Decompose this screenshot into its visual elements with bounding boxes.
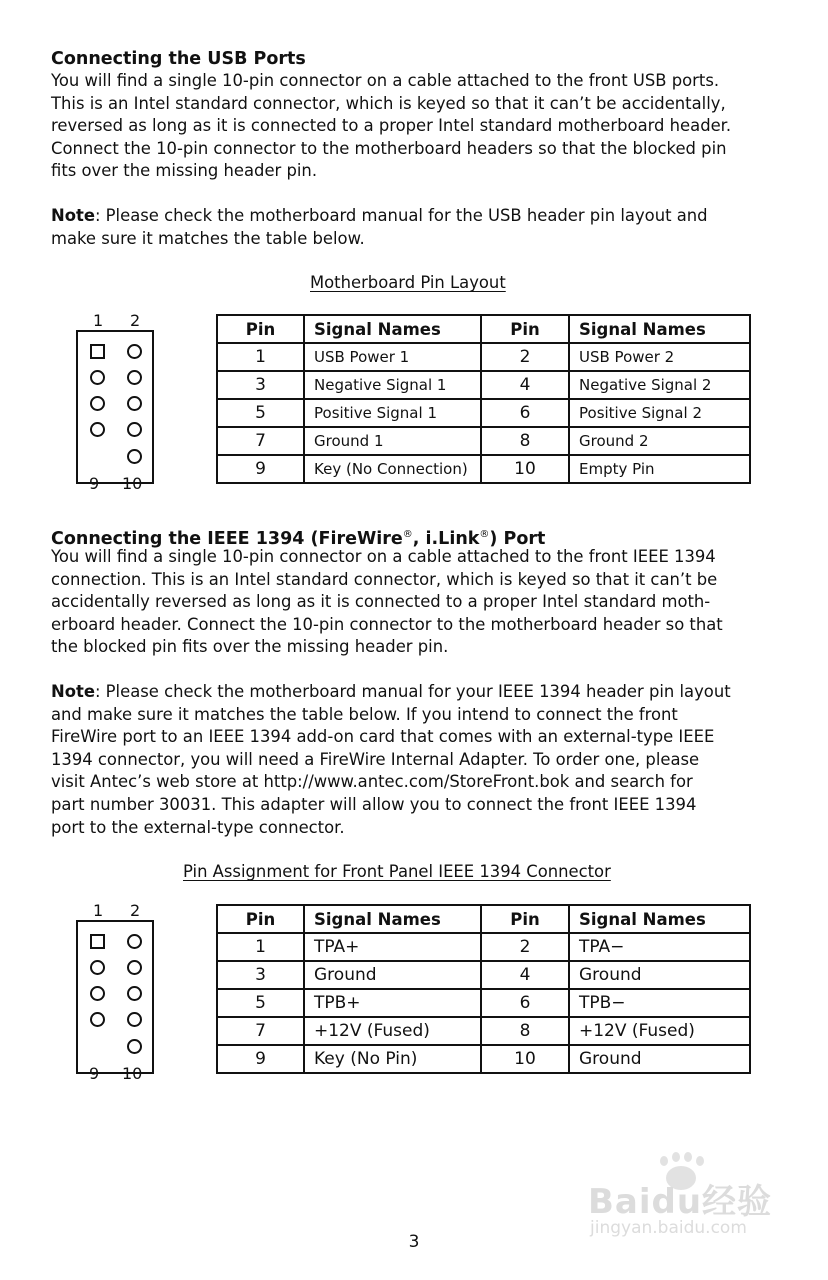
table-row <box>217 1017 750 1045</box>
firewire-paragraph-line: You will find a single 10-pin connector on a cable attached to the front IEEE 1394 <box>51 547 716 566</box>
firewire-note-text: : Please check the motherboard manual for your IEEE 1394 header pin layout <box>94 682 731 701</box>
pin-circle <box>127 1039 142 1054</box>
pin-circle <box>127 934 142 949</box>
table-row <box>217 455 750 483</box>
pin-number: 4 <box>481 961 569 989</box>
pin-number: 6 <box>481 989 569 1017</box>
pin-number: 3 <box>217 371 304 399</box>
usb-pin-table <box>216 314 751 484</box>
pin-number: 4 <box>481 371 569 399</box>
signal-name: TPA+ <box>304 933 481 961</box>
pin-circle <box>90 1012 105 1027</box>
pin-label: 9 <box>89 474 100 493</box>
usb-paragraph <box>51 70 791 183</box>
firewire-paragraph-line: accidentally reversed as long as it is connected to a proper Intel standard moth- <box>51 592 711 612</box>
pin-label: 10 <box>122 474 143 493</box>
signal-name: TPA− <box>569 933 750 961</box>
signal-name: TPB+ <box>304 989 481 1017</box>
signal-name: Negative Signal 1 <box>304 371 481 399</box>
column-header: Signal Names <box>569 905 750 933</box>
column-header: Signal Names <box>304 905 481 933</box>
usb-paragraph-line: You will find a single 10-pin connector on a cable attached to the front USB ports. <box>51 71 720 90</box>
pin-number: 2 <box>481 933 569 961</box>
firewire-paragraph-line: connection. This is an Intel standard connector, which is keyed so that it can’t be <box>51 569 718 589</box>
firewire-note-text: FireWire port to an IEEE 1394 add-on card that comes with an external-type IEEE <box>51 727 715 747</box>
blocked-pin-square <box>90 934 105 949</box>
signal-name: Key (No Pin) <box>304 1045 481 1073</box>
firewire-note <box>51 681 791 839</box>
column-header: Pin <box>481 315 569 343</box>
firewire-note-text: 1394 connector, you will need a FireWire Internal Adapter. To order one, please <box>51 749 700 769</box>
pin-circle <box>127 422 142 437</box>
column-header: Pin <box>217 315 304 343</box>
pin-number: 1 <box>217 343 304 371</box>
signal-name: USB Power 1 <box>304 343 481 371</box>
column-header: Signal Names <box>304 315 481 343</box>
pin-circle <box>90 960 105 975</box>
pin-circle <box>127 960 142 975</box>
firewire-note-text: visit Antec’s web store at http://www.antec.com/StoreFront.bok and search for <box>51 772 693 792</box>
pin-circle <box>127 449 142 464</box>
column-header: Signal Names <box>569 315 750 343</box>
pin-number: 6 <box>481 399 569 427</box>
signal-name: Key (No Connection) <box>304 455 481 483</box>
usb-pin-diagram <box>51 312 171 502</box>
usb-note-text: make sure it matches the table below. <box>51 228 365 248</box>
pin-number: 7 <box>217 1017 304 1045</box>
watermark-logo: Baidu经验 <box>588 1182 773 1222</box>
signal-name: Positive Signal 1 <box>304 399 481 427</box>
table-row <box>217 371 750 399</box>
pin-number: 7 <box>217 427 304 455</box>
usb-paragraph-line: reversed as long as it is connected to a proper Intel standard motherboard header. <box>51 116 732 136</box>
pin-number: 2 <box>481 343 569 371</box>
paw-toe-icon <box>696 1156 704 1166</box>
firewire-heading: Connecting the IEEE 1394 (FireWire®, i.Link®) Port <box>51 528 546 549</box>
signal-name: +12V (Fused) <box>304 1017 481 1045</box>
pin-number: 10 <box>481 455 569 483</box>
firewire-paragraph <box>51 546 791 659</box>
usb-table-caption: Motherboard Pin Layout <box>310 273 506 292</box>
header-outline <box>76 920 154 1074</box>
pin-number: 10 <box>481 1045 569 1073</box>
pin-number: 8 <box>481 427 569 455</box>
usb-note <box>51 205 791 250</box>
signal-name: +12V (Fused) <box>569 1017 750 1045</box>
pin-label: 2 <box>130 311 141 330</box>
usb-note-text: : Please check the motherboard manual for the USB header pin layout and <box>94 206 708 225</box>
signal-name: Ground <box>569 1045 750 1073</box>
table-row <box>217 961 750 989</box>
page-number: 3 <box>408 1232 420 1252</box>
usb-heading: Connecting the USB Ports <box>51 49 306 69</box>
firewire-paragraph-line: the blocked pin fits over the missing header pin. <box>51 637 449 657</box>
paw-toe-icon <box>684 1152 692 1162</box>
pin-number: 9 <box>217 1045 304 1073</box>
pin-number: 1 <box>217 933 304 961</box>
signal-name: Ground 1 <box>304 427 481 455</box>
signal-name: Ground 2 <box>569 427 750 455</box>
firewire-note-text: and make sure it matches the table below. If you intend to connect the front <box>51 704 678 724</box>
usb-paragraph-line: This is an Intel standard connector, which is keyed so that it can’t be accidentally, <box>51 93 726 113</box>
signal-name: Ground <box>569 961 750 989</box>
signal-name: Negative Signal 2 <box>569 371 750 399</box>
signal-name: Empty Pin <box>569 455 750 483</box>
header-outline <box>76 330 154 484</box>
pin-circle <box>90 396 105 411</box>
table-row <box>217 933 750 961</box>
table-row <box>217 989 750 1017</box>
pin-label: 9 <box>89 1064 100 1083</box>
signal-name: Ground <box>304 961 481 989</box>
pin-number: 3 <box>217 961 304 989</box>
watermark-url: jingyan.baidu.com <box>590 1218 747 1238</box>
pin-circle <box>127 1012 142 1027</box>
pin-label: 1 <box>93 311 104 330</box>
table-row <box>217 427 750 455</box>
column-header: Pin <box>217 905 304 933</box>
table-header-row <box>217 315 750 343</box>
firewire-note-text: part number 30031. This adapter will allow you to connect the front IEEE 1394 <box>51 794 697 814</box>
pin-circle <box>127 986 142 1001</box>
pin-number: 9 <box>217 455 304 483</box>
pin-label: 10 <box>122 1064 143 1083</box>
usb-paragraph-line: fits over the missing header pin. <box>51 161 318 181</box>
table-row <box>217 399 750 427</box>
pin-label: 2 <box>130 901 141 920</box>
firewire-pin-diagram <box>51 902 171 1092</box>
table-header-row <box>217 905 750 933</box>
pin-number: 5 <box>217 989 304 1017</box>
column-header: Pin <box>481 905 569 933</box>
blocked-pin-square <box>90 344 105 359</box>
paw-toe-icon <box>672 1152 680 1162</box>
firewire-paragraph-line: erboard header. Connect the 10-pin connector to the motherboard header so that <box>51 614 723 634</box>
pin-circle <box>127 344 142 359</box>
table-row <box>217 343 750 371</box>
signal-name: Positive Signal 2 <box>569 399 750 427</box>
pin-circle <box>90 422 105 437</box>
table-row <box>217 1045 750 1073</box>
pin-circle <box>90 986 105 1001</box>
pin-number: 5 <box>217 399 304 427</box>
pin-circle <box>127 370 142 385</box>
signal-name: USB Power 2 <box>569 343 750 371</box>
pin-circle <box>127 396 142 411</box>
signal-name: TPB− <box>569 989 750 1017</box>
firewire-note-text: port to the external-type connector. <box>51 817 345 837</box>
pin-circle <box>90 370 105 385</box>
usb-note-label: Note <box>51 206 95 225</box>
pin-label: 1 <box>93 901 104 920</box>
usb-paragraph-line: Connect the 10-pin connector to the motherboard headers so that the blocked pin <box>51 138 727 158</box>
pin-number: 8 <box>481 1017 569 1045</box>
firewire-table-caption: Pin Assignment for Front Panel IEEE 1394 Connector <box>183 862 611 881</box>
paw-toe-icon <box>660 1156 668 1166</box>
firewire-note-label: Note <box>51 682 95 701</box>
firewire-pin-table <box>216 904 751 1074</box>
